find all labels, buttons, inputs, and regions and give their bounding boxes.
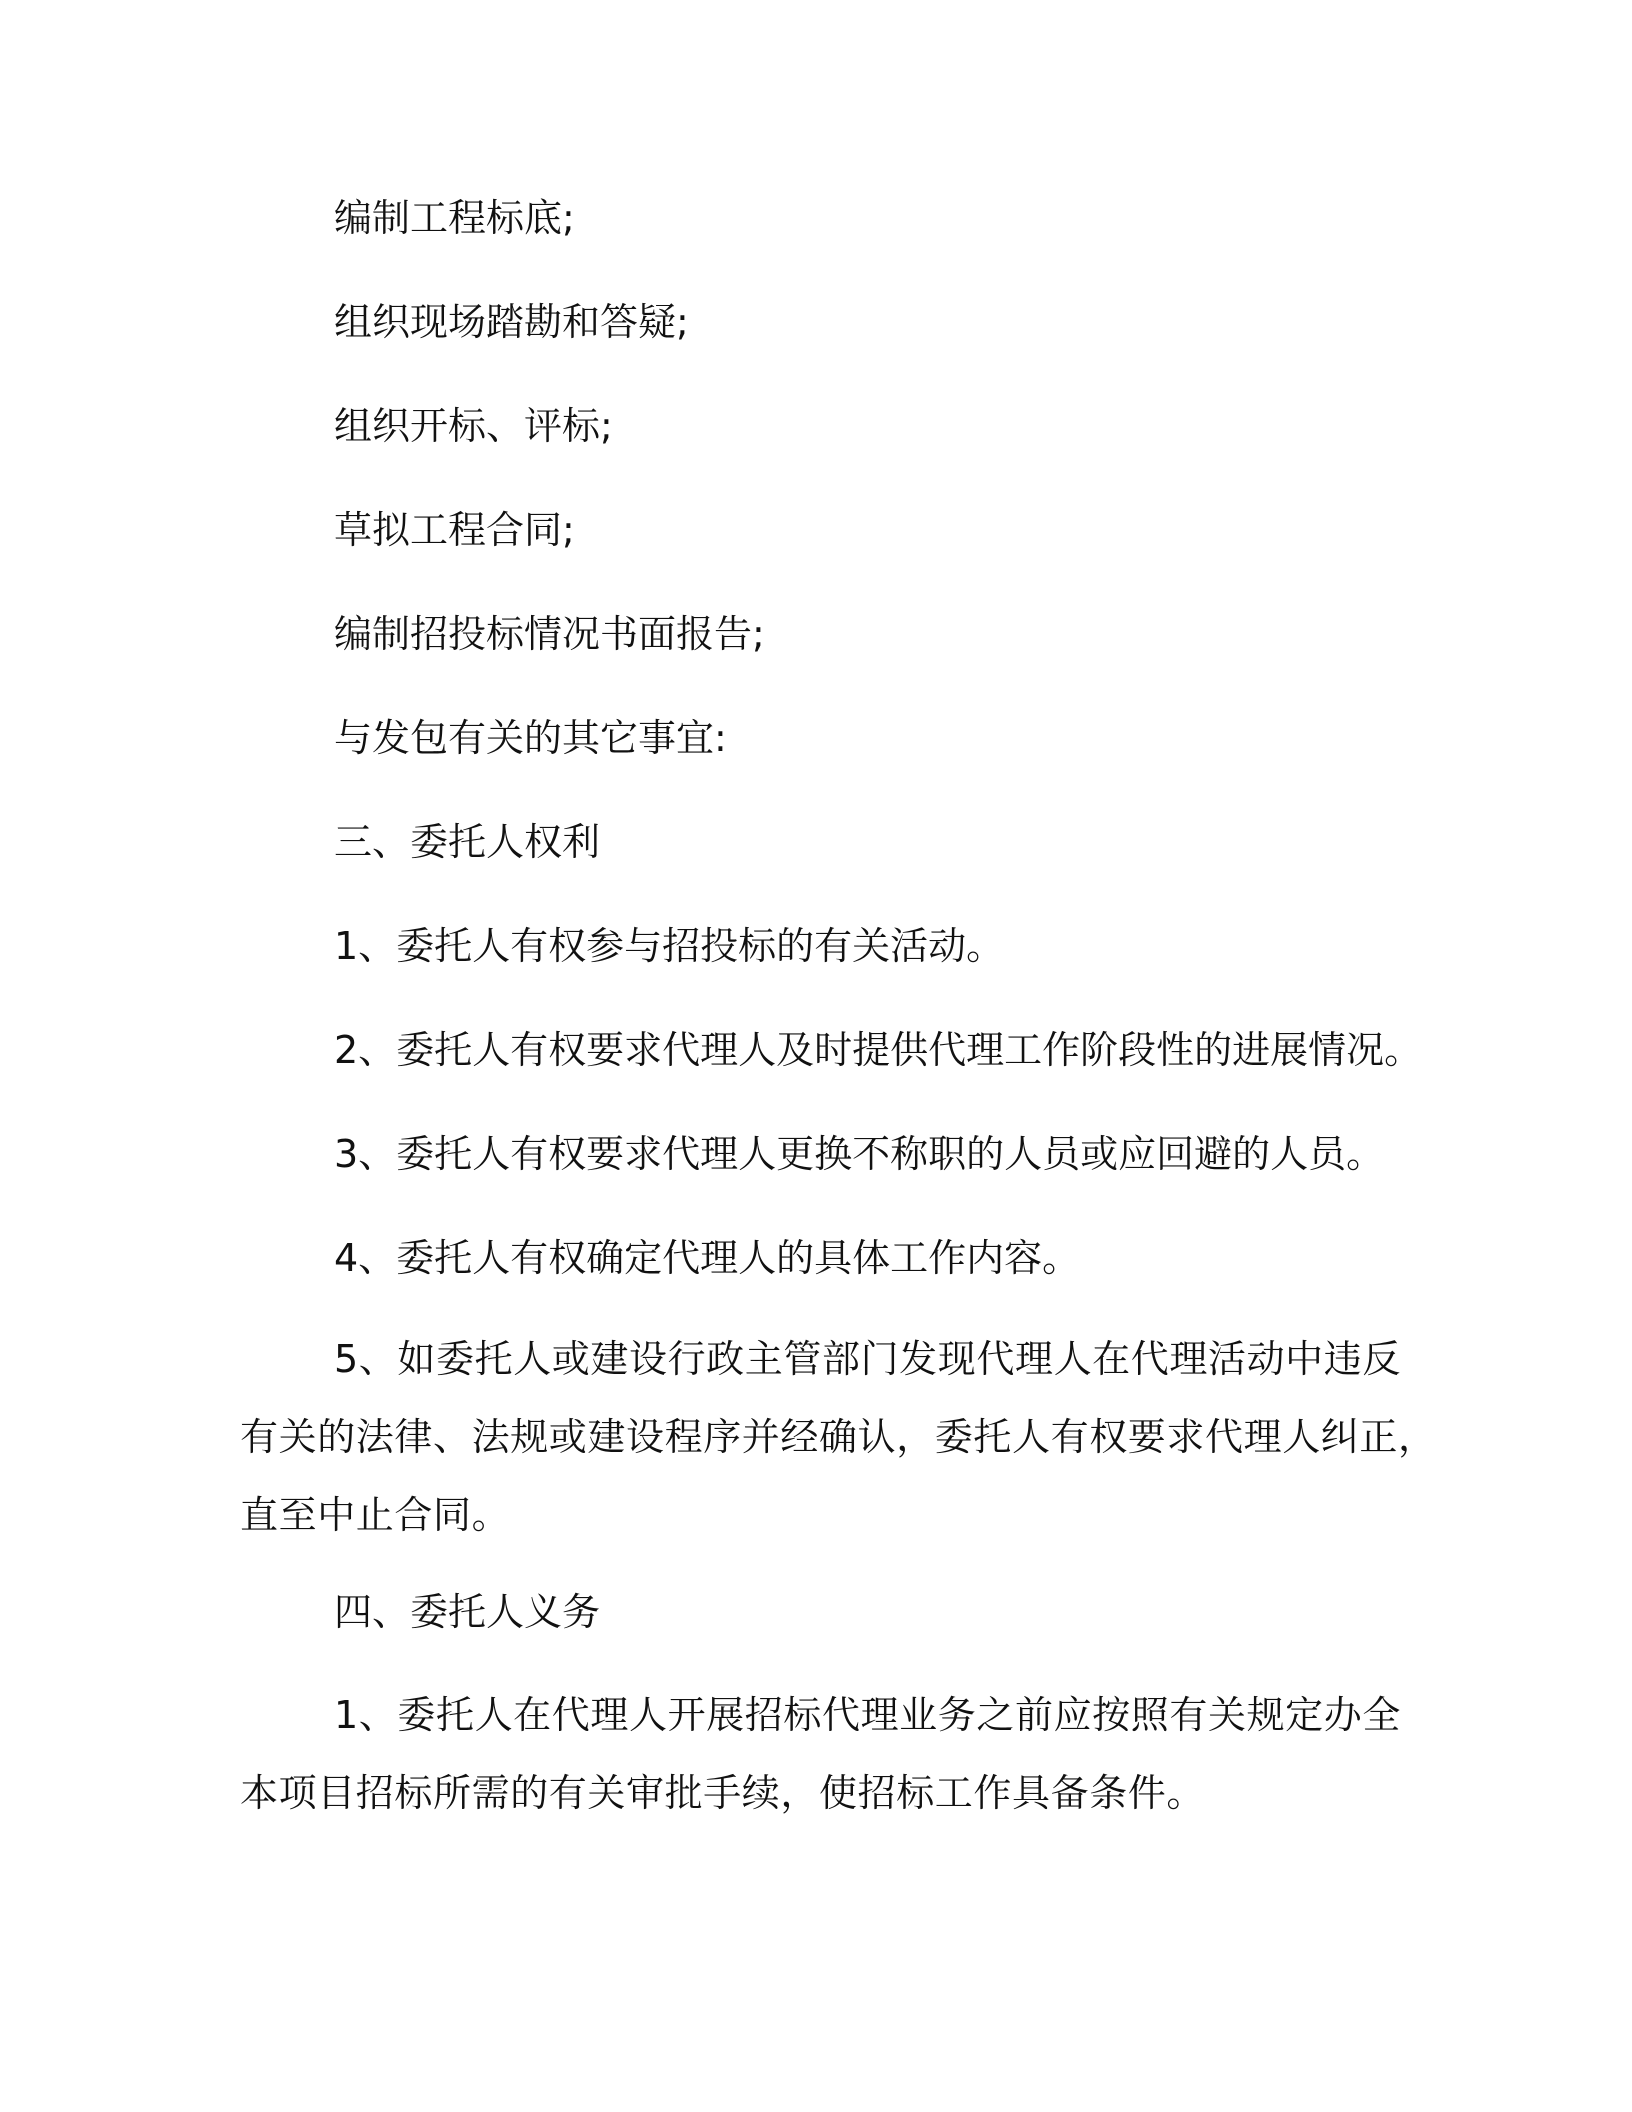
clause-right-5-line-2: 有关的法律、法规或建设程序并经确认，委托人有权要求代理人纠正， [240, 1415, 1437, 1459]
clause-right-4: 4、委托人有权确定代理人的具体工作内容。 [334, 1236, 1081, 1280]
section-heading-client-duties: 四、委托人义务 [334, 1590, 601, 1634]
item-prepare-bid-base: 编制工程标底; [334, 196, 575, 240]
clause-duty-1 [240, 1690, 1401, 1846]
item-bid-opening: 组织开标、评标; [334, 404, 613, 448]
clause-right-5-line-1: 5、如委托人或建设行政主管部门发现代理人在代理活动中违反 [334, 1337, 1401, 1381]
clause-right-5-line-3: 直至中止合同。 [240, 1493, 511, 1537]
clause-right-5 [240, 1334, 1437, 1568]
item-site-survey: 组织现场踏勘和答疑; [334, 300, 689, 344]
item-bidding-report: 编制招投标情况书面报告; [334, 612, 765, 656]
clause-right-2: 2、委托人有权要求代理人及时提供代理工作阶段性的进展情况。 [334, 1028, 1423, 1072]
clause-right-1: 1、委托人有权参与招投标的有关活动。 [334, 924, 1005, 968]
section-heading-client-rights: 三、委托人权利 [334, 820, 601, 864]
clause-duty-1-line-2: 本项目招标所需的有关审批手续，使招标工作具备条件。 [240, 1771, 1206, 1815]
clause-duty-1-line-1: 1、委托人在代理人开展招标代理业务之前应按照有关规定办全 [334, 1693, 1401, 1737]
item-other-matters: 与发包有关的其它事宜: [334, 716, 727, 760]
item-draft-contract: 草拟工程合同; [334, 508, 575, 552]
clause-right-3: 3、委托人有权要求代理人更换不称职的人员或应回避的人员。 [334, 1132, 1385, 1176]
